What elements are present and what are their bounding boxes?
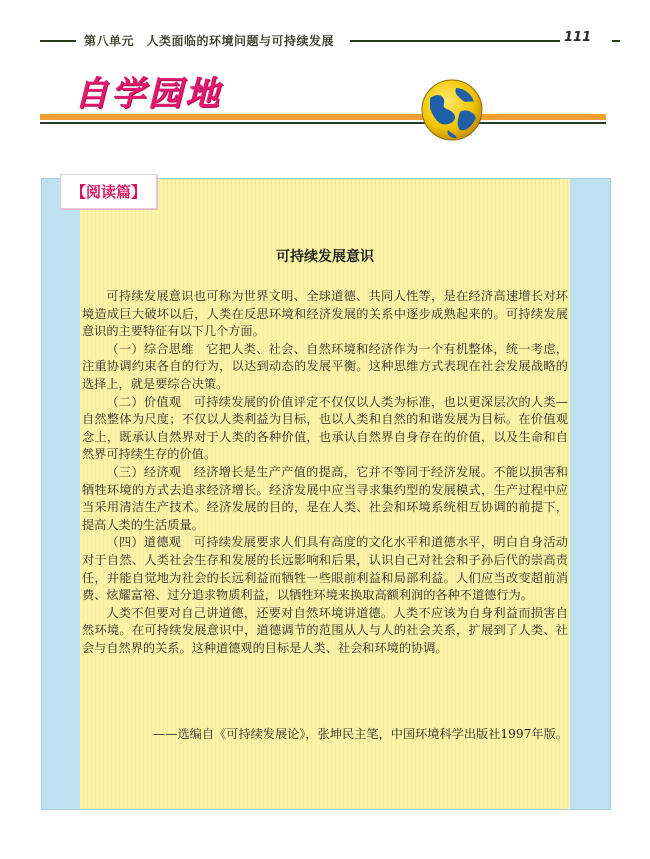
- paragraph-holistic-thinking: （一）综合思维 它把人类、社会、自然环境和经济作为一个有机整体，统一考虑，注重协调约束各自的行为，以达到动态的发展平衡。这种思维方式表现在社会发展战略的选择上，就是要综合决策。: [82, 341, 568, 391]
- paragraph-intro: 可持续发展意识也可称为世界文明、全球道德、共同人性等，是在经济高速增长对环境造成巨大破坏以后，人类在反思环境和经济发展的关系中逐步成熟起来的。可持续发展意识的主要特征有以下几个方面。: [82, 289, 568, 339]
- unit-title: 第八单元 人类面临的环境问题与可持续发展: [84, 34, 335, 48]
- header-rule-left: [40, 40, 76, 42]
- paragraph-economics: （三）经济观 经济增长是生产产值的提高，它并不等同于经济发展。不能以损害和牺牲环境的方式去追求经济增长。经济发展中应当寻求集约型的发展模式，生产过程中应当采用清洁生产技术。经济发展的目的，是在人类、社会和环境系统相互协调的前提下，提高人类的生活质量。: [82, 464, 568, 532]
- section-title: 自学园地: [74, 74, 222, 114]
- paragraph-conclusion: 人类不但要对自己讲道德，还要对自然环境讲道德。人类不应该为自身利益而损害自然环境。在可持续发展意识中，道德调节的范围从人与人的社会关系，扩展到了人类、社会与自然界的关系。这种道德观的目标是人类、社会和环境的协调。: [82, 605, 568, 655]
- header-rule-right: [612, 40, 620, 42]
- paragraph-values: （二）价值观 可持续发展的价值评定不仅仅以人类为标准，也以更深层次的人类—自然整体为尺度；不仅以人类利益为目标，也以人类和自然的和谐发展为目标。在价值观念上，既承认自然界对于人类的各种价值，也承认自然界自身存在的价值，以及生命和自然界可持续生存的价值。: [82, 394, 568, 462]
- source-citation: ——选编自《可持续发展论》，张坤民主笔，中国环境科学出版社1997年版。: [153, 727, 568, 741]
- globe-icon: [420, 78, 484, 142]
- paragraph-ethics: （四）道德观 可持续发展要求人们具有高度的文化水平和道德水平，明白自身活动对于自然、人类社会生存和发展的长远影响和后果，认识自己对社会和子孙后代的崇高责任，并能自觉地为社会的长远利益而牺牲一些眼前利益和局部利益。人们应当改变超前消费、炫耀富裕、过分追求物质利益，以牺牲环境来换取高额利润的各种不道德行为。: [82, 535, 568, 603]
- running-header: [40, 30, 610, 50]
- header-rule-middle: [350, 40, 590, 42]
- reading-tag: 【阅读篇】: [60, 174, 157, 209]
- title-underline-orange: [40, 114, 606, 120]
- article-title: 可持续发展意识: [276, 249, 374, 265]
- page-number: 111: [560, 30, 595, 45]
- article-body: [82, 288, 568, 657]
- title-underline-dark: [40, 122, 606, 124]
